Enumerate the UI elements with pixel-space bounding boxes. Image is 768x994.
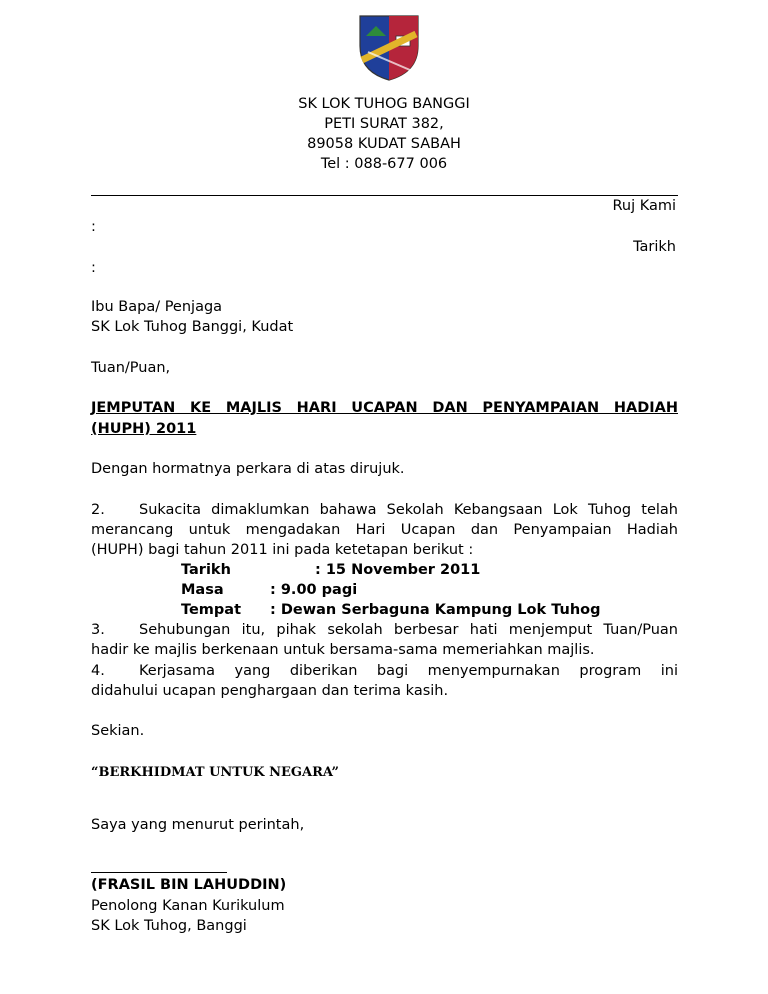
subject-line-1: JEMPUTAN KE MAJLIS HARI UCAPAN DAN PENYAMPAIAN HADIAH	[91, 400, 678, 416]
school-city: 89058 KUDAT SABAH	[307, 136, 461, 152]
ruj-label: Ruj Kami	[612, 198, 676, 214]
school-crest-icon	[356, 12, 422, 82]
para4-number: 4.	[91, 663, 105, 679]
salutation: Tuan/Puan,	[91, 360, 171, 376]
para3-line-1	[91, 620, 678, 641]
opening-sentence: Dengan hormatnya perkara di atas dirujuk.	[91, 461, 405, 477]
para4-text-1: Kerjasama yang diberikan bagi menyempurnakan program ini	[139, 663, 678, 679]
para2-line-3: (HUPH) bagi tahun 2011 ini pada ketetapan berikut :	[91, 542, 474, 558]
para3-line-2: hadir ke majlis berkenaan untuk bersama-sama memeriahkan majlis.	[91, 642, 595, 658]
para2-line-2: merancang untuk mengadakan Hari Ucapan dan Penyampaian Hadiah	[91, 522, 678, 538]
signatory-name: (FRASIL BIN LAHUDDIN)	[91, 877, 287, 893]
para2-line-1	[91, 500, 678, 521]
school-po-box: PETI SURAT 382,	[324, 116, 444, 132]
subject-line-2: (HUPH) 2011	[91, 421, 197, 437]
para4-line-1	[91, 661, 678, 682]
tarikh-colon: :	[91, 260, 96, 276]
header-divider	[91, 195, 678, 196]
para3-number: 3.	[91, 622, 105, 638]
para3-text-1: Sehubungan itu, pihak sekolah berbesar hati menjemput Tuan/Puan	[139, 622, 678, 638]
school-tel: Tel : 088-677 006	[320, 156, 448, 172]
tarikh-label: Tarikh	[633, 239, 676, 255]
motto: “BERKHIDMAT UNTUK NEGARA”	[91, 765, 339, 780]
recipient-line-2: SK Lok Tuhog Banggi, Kudat	[91, 319, 294, 335]
ruj-colon: :	[91, 219, 96, 235]
signatory-title: Penolong Kanan Kurikulum	[91, 898, 285, 914]
order-line: Saya yang menurut perintah,	[91, 817, 305, 833]
detail-masa-label: Masa	[181, 582, 224, 598]
detail-tarikh-value: : 15 November 2011	[315, 562, 481, 578]
recipient-line-1: Ibu Bapa/ Penjaga	[91, 299, 223, 315]
signatory-org: SK Lok Tuhog, Banggi	[91, 918, 247, 934]
closing: Sekian.	[91, 723, 145, 739]
school-name: SK LOK TUHOG BANGGI	[298, 96, 470, 112]
detail-tempat-label: Tempat	[181, 602, 242, 618]
detail-tempat-value: : Dewan Serbaguna Kampung Lok Tuhog	[270, 602, 601, 618]
signature-line	[91, 872, 227, 873]
para2-number: 2.	[91, 502, 105, 518]
detail-tarikh-label: Tarikh	[181, 562, 231, 578]
para4-line-2: didahului ucapan penghargaan dan terima kasih.	[91, 683, 449, 699]
para2-text-1: Sukacita dimaklumkan bahawa Sekolah Kebangsaan Lok Tuhog telah	[139, 502, 678, 518]
detail-masa-value: : 9.00 pagi	[270, 582, 358, 598]
